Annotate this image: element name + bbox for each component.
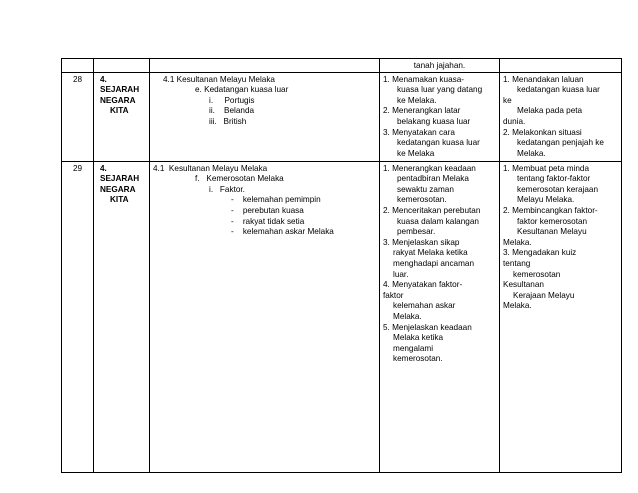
- aktiviti-line: kedatangan kuasa luar: [517, 85, 600, 95]
- aktiviti-line: Melaka.: [503, 237, 532, 247]
- tema-line: 4.: [100, 74, 107, 84]
- aktiviti-line: Kerajaan Melayu: [513, 290, 575, 300]
- tema-line: SEJARAH: [100, 174, 140, 184]
- table-row-29: [62, 161, 622, 472]
- kandungan-line: - kelemahan askar Melaka: [231, 227, 334, 237]
- kandungan-line: - rakyat tidak setia: [231, 216, 305, 226]
- week-number: 28: [62, 72, 94, 161]
- kandungan-line: i. Faktor.: [209, 184, 245, 194]
- kandungan-line: iii. British: [209, 116, 247, 126]
- aktiviti-line: 2. Membincangkan faktor-: [503, 205, 598, 215]
- aktiviti-line: kemerosotan kerajaan: [517, 184, 599, 194]
- standard-line: faktor: [383, 290, 404, 300]
- standard-line: mengalami: [393, 343, 434, 353]
- aktiviti-line: Melayu Melaka.: [517, 195, 575, 205]
- tema-line: SEJARAH: [100, 85, 140, 95]
- aktiviti-line: Kesultanan Melayu: [517, 227, 587, 237]
- aktiviti-line: Melaka.: [503, 301, 532, 311]
- kandungan-cell: [150, 72, 380, 161]
- aktiviti-cell: [500, 72, 622, 161]
- standard-line: pembesar.: [397, 227, 436, 237]
- standard-line: 3. Menjelaskan sikap: [383, 237, 460, 247]
- standard-line: pentadbiran Melaka: [397, 174, 469, 184]
- standard-line: luar.: [393, 269, 409, 279]
- standard-cell: [380, 161, 500, 472]
- aktiviti-line: 1. Membuat peta minda: [503, 163, 590, 173]
- standard-line: ke Melaka.: [397, 95, 437, 105]
- standard-line: kemerosotan.: [393, 354, 443, 364]
- table-row-28: [62, 72, 622, 161]
- tema-cell: [94, 161, 150, 472]
- kandungan-line: i. Portugis: [209, 95, 255, 105]
- aktiviti-line: dunia.: [503, 116, 526, 126]
- standard-line: 5. Menjelaskan keadaan: [383, 322, 472, 332]
- standard-line: 4. Menyatakan faktor-: [383, 280, 463, 290]
- week-number: 29: [62, 161, 94, 472]
- standard-line: 2. Menceritakan perebutan: [383, 205, 481, 215]
- aktiviti-line: 3. Mengadakan kuiz: [503, 248, 577, 258]
- standard-line: kuasa dalam kalangan: [397, 216, 479, 226]
- aktiviti-line: tentang: [503, 258, 531, 268]
- kandungan-line: 4.1 Kesultanan Melayu Melaka: [153, 163, 268, 173]
- kandungan-cell: [150, 161, 380, 472]
- standard-line: Melaka ketika: [393, 333, 444, 343]
- standard-line: ke Melaka: [397, 148, 435, 158]
- standard-line: kuasa luar yang datang: [397, 85, 483, 95]
- aktiviti-cell: [500, 161, 622, 472]
- standard-line: 2. Menerangkan latar: [383, 106, 461, 116]
- standard-line: menghadapi ancaman: [393, 258, 475, 268]
- kandungan-line: - kelemahan pemimpin: [231, 195, 321, 205]
- kandungan-line: e. Kedatangan kuasa luar: [195, 85, 289, 95]
- standard-line: belakang kuasa luar: [397, 116, 471, 126]
- aktiviti-line: 2. Melakonkan situasi: [503, 127, 582, 137]
- standard-line: 3. Menyatakan cara: [383, 127, 455, 137]
- lesson-plan-table: [61, 58, 622, 473]
- standard-line: sewaktu zaman: [397, 184, 454, 194]
- continuation-text: tanah jajahan.: [380, 59, 500, 73]
- continuation-row: [62, 59, 622, 73]
- tema-line: NEGARA: [100, 95, 136, 105]
- kandungan-line: 4.1 Kesultanan Melayu Melaka: [163, 74, 275, 84]
- aktiviti-line: kemerosotan: [513, 269, 561, 279]
- tema-cell: [94, 72, 150, 161]
- kandungan-line: f. Kemerosotan Melaka: [195, 174, 284, 184]
- standard-line: rakyat Melaka ketika: [393, 248, 468, 258]
- tema-line: KITA: [110, 106, 129, 116]
- aktiviti-line: Melaka pada peta: [517, 106, 583, 116]
- aktiviti-line: kedatangan penjajah ke: [517, 138, 604, 148]
- aktiviti-line: 1. Menandakan laluan: [503, 74, 584, 84]
- tema-line: NEGARA: [100, 184, 136, 194]
- aktiviti-line: faktor kemerosotan: [517, 216, 588, 226]
- standard-line: kedatangan kuasa luar: [397, 138, 480, 148]
- tema-line: KITA: [110, 195, 129, 205]
- standard-line: kemerosotan.: [397, 195, 447, 205]
- aktiviti-line: Melaka.: [517, 148, 546, 158]
- aktiviti-line: tentang faktor-faktor: [517, 174, 591, 184]
- aktiviti-line: ke: [503, 95, 512, 105]
- standard-line: Melaka.: [393, 311, 422, 321]
- standard-line: kelemahan askar: [393, 301, 456, 311]
- standard-cell: [380, 72, 500, 161]
- standard-line: 1. Menamakan kuasa-: [383, 74, 465, 84]
- kandungan-line: - perebutan kuasa: [231, 205, 304, 215]
- standard-line: 1. Menerangkan keadaan: [383, 163, 476, 173]
- kandungan-line: ii. Belanda: [209, 106, 255, 116]
- tema-line: 4.: [100, 163, 107, 173]
- aktiviti-line: Kesultanan: [503, 280, 544, 290]
